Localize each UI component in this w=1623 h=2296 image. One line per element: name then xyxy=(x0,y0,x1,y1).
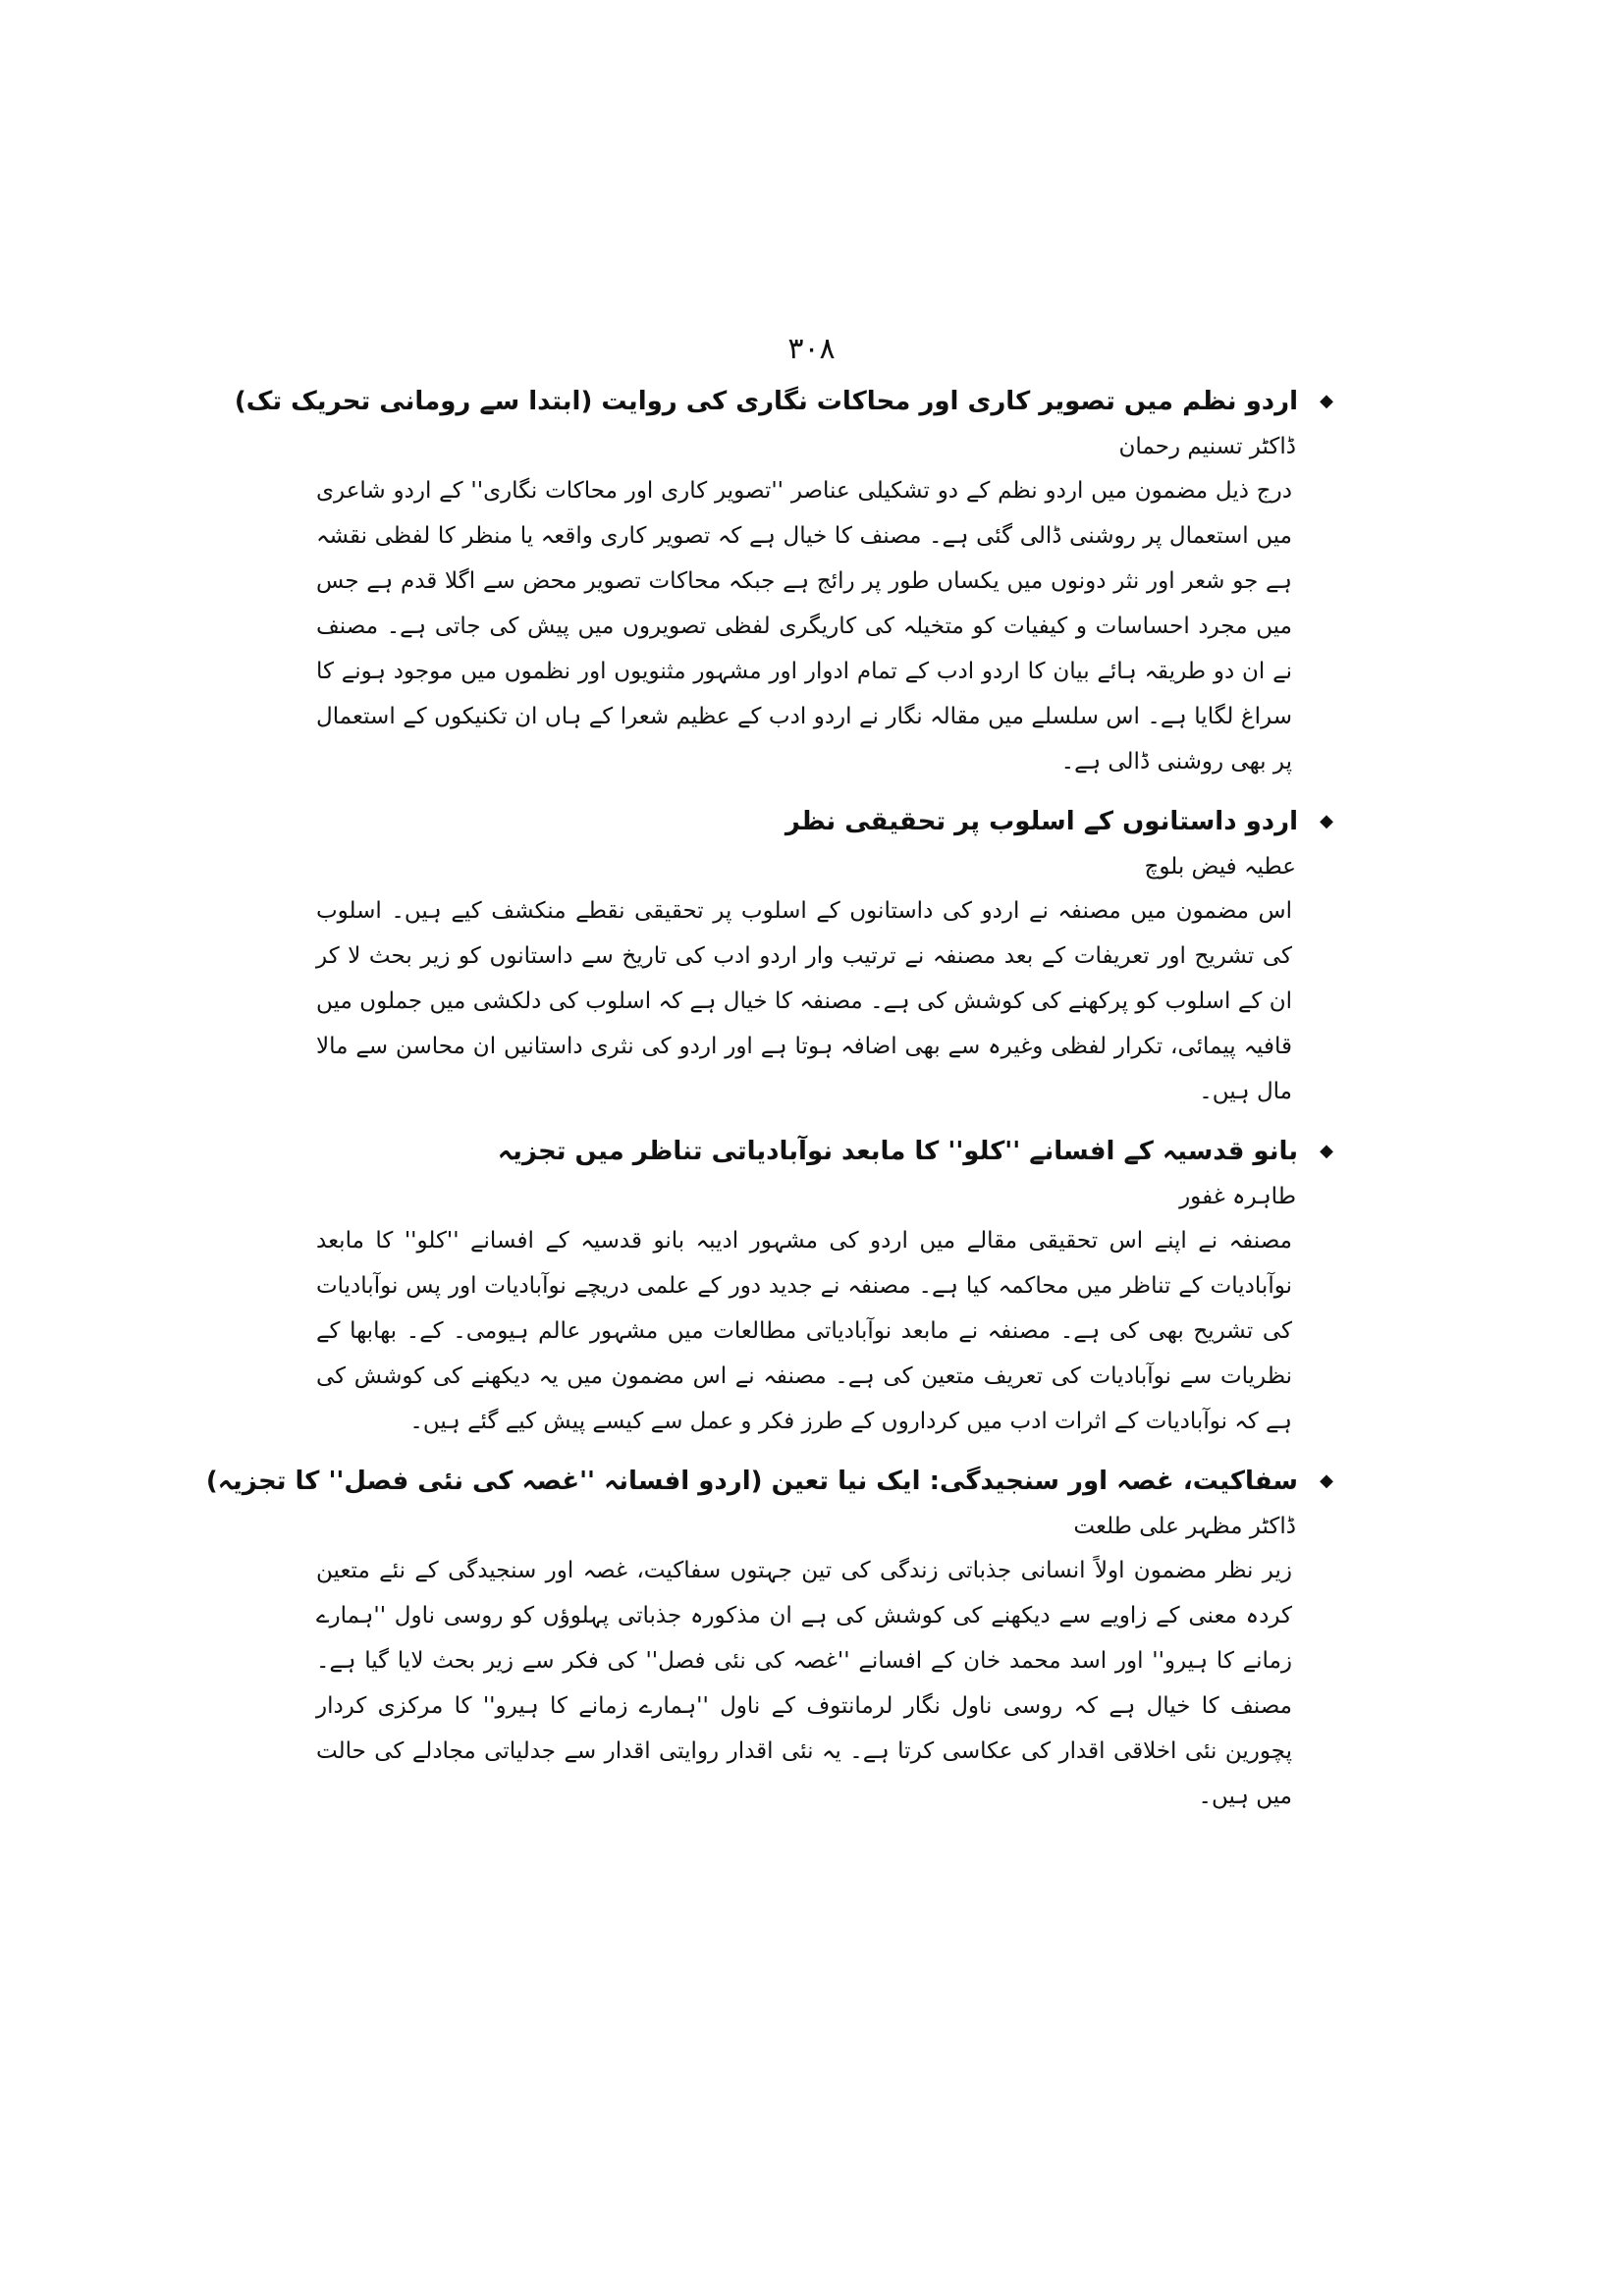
entry-title xyxy=(316,798,1333,845)
entry-title-text: اردو داستانوں کے اسلوب پر تحقیقی نظر xyxy=(784,807,1298,836)
entry-author: ڈاکٹر تسنیم رحمان xyxy=(1118,434,1296,459)
abstract-entry xyxy=(205,1458,1333,1819)
bullet-icon: ◆ xyxy=(1320,1141,1333,1161)
entry-title xyxy=(205,1458,1333,1505)
entry-author: عطیہ فیض بلوچ xyxy=(1144,854,1296,880)
entry-title-text: بانو قدسیہ کے افسانے ''کلو'' کا مابعد نوآبادیاتی تناظر میں تجزیہ xyxy=(497,1137,1298,1166)
entry-author: ڈاکٹر مظہر علی طلعت xyxy=(1073,1514,1296,1539)
abstract-entry xyxy=(316,798,1333,1114)
entry-title xyxy=(316,1128,1333,1175)
entry-author: طاہرہ غفور xyxy=(1179,1184,1296,1209)
page-number: ۳۰۸ xyxy=(787,332,836,366)
entry-summary: درج ذیل مضمون میں اردو نظم کے دو تشکیلی عناصر ''تصویر کاری اور محاکات نگاری'' کے اردو شاعری میں استعمال پر روشنی ڈالی گئی ہے۔ مصنف کا خیال ہے کہ تصویر کاری واقعہ یا منظر کا لفظی نقشہ ہے جو شعر اور نثر دونوں میں یکساں طور پر رائج ہے جبکہ محاکات تصویر محض سے اگلا قدم ہے جس میں مجرد احساسات و کیفیات کو متخیلہ کی کاریگری لفظی تصویروں میں پیش کی جاتی ہے۔ مصنف نے ان دو طریقہ ہائے بیان کا اردو ادب کے تمام ادوار اور مشہور مثنویوں اور نظموں میں موجود ہونے کا سراغ لگایا ہے۔ اس سلسلے میں مقالہ نگار نے اردو ادب کے عظیم شعرا کے ہاں ان تکنیکوں کے استعمال پر بھی روشنی ڈالی ہے۔ xyxy=(316,478,1292,774)
bullet-icon: ◆ xyxy=(1320,391,1333,411)
entry-title-text: اردو نظم میں تصویر کاری اور محاکات نگاری کی روایت (ابتدا سے رومانی تحریک تک) xyxy=(234,387,1298,416)
entry-title xyxy=(234,378,1333,425)
abstract-list xyxy=(205,378,1333,1833)
bullet-icon: ◆ xyxy=(1320,811,1333,831)
entry-summary: مصنفہ نے اپنے اس تحقیقی مقالے میں اردو کی مشہور ادیبہ بانو قدسیہ کے افسانے ''کلو'' کا مابعد نوآبادیات کے تناظر میں محاکمہ کیا ہے۔ مصنفہ نے جدید دور کے علمی دریچے نوآبادیات اور پس نوآبادیات کی تشریح بھی کی ہے۔ مصنفہ نے مابعد نوآبادیاتی مطالعات میں مشہور عالم ہیومی۔ کے۔ بھابھا کے نظریات سے نوآبادیات کی تعریف متعین کی ہے۔ مصنفہ نے اس مضمون میں یہ دیکھنے کی کوشش کی ہے کہ نوآبادیات کے اثرات ادب میں کرداروں کے طرز فکر و عمل سے کیسے پیش کیے گئے ہیں۔ xyxy=(316,1228,1292,1434)
entry-summary: زیر نظر مضمون اولاً انسانی جذباتی زندگی کی تین جہتوں سفاکیت، غصہ اور سنجیدگی کے نئے متعین کردہ معنی کے زاویے سے دیکھنے کی کوشش کی ہے ان مذکورہ جذباتی پہلوؤں کو روسی ناول ''ہمارے زمانے کا ہیرو'' اور اسد محمد خان کے افسانے ''غصہ کی نئی فصل'' کی فکر سے زیر بحث لایا گیا ہے۔ مصنف کا خیال ہے کہ روسی ناول نگار لرمانتوف کے ناول ''ہمارے زمانے کا ہیرو'' کا مرکزی کردار پچورین نئی اخلاقی اقدار کی عکاسی کرتا ہے۔ یہ نئی اقدار روایتی اقدار سے جدلیاتی مجادلے کی حالت میں ہیں۔ xyxy=(316,1558,1292,1809)
abstract-entry xyxy=(234,378,1333,784)
abstract-entry xyxy=(316,1128,1333,1444)
bullet-icon: ◆ xyxy=(1320,1470,1333,1491)
entry-summary: اس مضمون میں مصنفہ نے اردو کی داستانوں کے اسلوب پر تحقیقی نقطے منکشف کیے ہیں۔ اسلوب کی تشریح اور تعریفات کے بعد مصنفہ نے ترتیب وار اردو ادب کی تاریخ سے داستانوں کو زیر بحث لا کر ان کے اسلوب کو پرکھنے کی کوشش کی ہے۔ مصنفہ کا خیال ہے کہ اسلوب کی دلکشی میں جملوں میں قافیہ پیمائی، تکرار لفظی وغیرہ سے بھی اضافہ ہوتا ہے اور اردو کی نثری داستانیں ان محاسن سے مالا مال ہیں۔ xyxy=(316,898,1292,1104)
entry-title-text: سفاکیت، غصہ اور سنجیدگی: ایک نیا تعین (اردو افسانہ ''غصہ کی نئی فصل'' کا تجزیہ) xyxy=(205,1467,1298,1496)
